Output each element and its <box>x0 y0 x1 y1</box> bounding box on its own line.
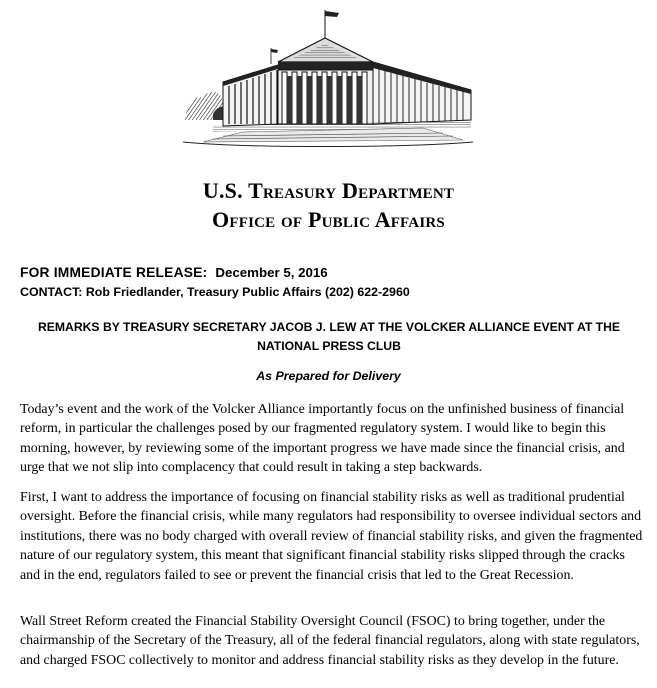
body-paragraph-1: Today’s event and the work of the Volcker Alliance importantly focus on the unfinished business of financial reform, in particular the challenges posed by our fragmented regulatory system. I would like to begin this morning, however, by reviewing some of the important progress we have made since the financial crisis, and urge that we not slip into complacency that could result in taking a step backwards. <box>20 402 625 476</box>
contact-line: CONTACT: Rob Friedlander, Treasury Public Affairs (202) 622-2960 <box>20 285 410 299</box>
release-date: December 5, 2016 <box>215 265 328 280</box>
release-line <box>20 265 328 280</box>
department-title: U.S. Treasury Department <box>202 178 455 203</box>
office-title: Office of Public Affairs <box>212 207 445 232</box>
release-label: FOR IMMEDIATE RELEASE: <box>20 265 208 280</box>
remarks-headline: REMARKS BY TREASURY SECRETARY JACOB J. LEW AT THE VOLCKER ALLIANCE EVENT AT THE NATIONAL PRESS CLUB <box>37 320 621 353</box>
treasury-building-engraving <box>183 2 473 154</box>
delivery-subtitle: As Prepared for Delivery <box>256 369 401 383</box>
body-paragraph-2: First, I want to address the importance of focusing on financial stability risks as well as traditional prudential oversight. Before the financial crisis, while many regulators had responsibility to oversee individual sectors and institutions, there was no body charged with overall review of financial stability risks, and given the fragmented nature of our regulatory system, this meant that significant financial stability risks slipped through the cracks and in the end, regulators failed to see or prevent the financial crisis that led to the Great Recession. <box>20 490 643 583</box>
body-paragraph-3: Wall Street Reform created the Financial Stability Oversight Council (FSOC) to bring together, under the chairmanship of the Secretary of the Treasury, all of the federal financial regulators, along with state regulators, and charged FSOC collectively to monitor and address financial stability risks as they develop in the future. <box>20 614 640 668</box>
